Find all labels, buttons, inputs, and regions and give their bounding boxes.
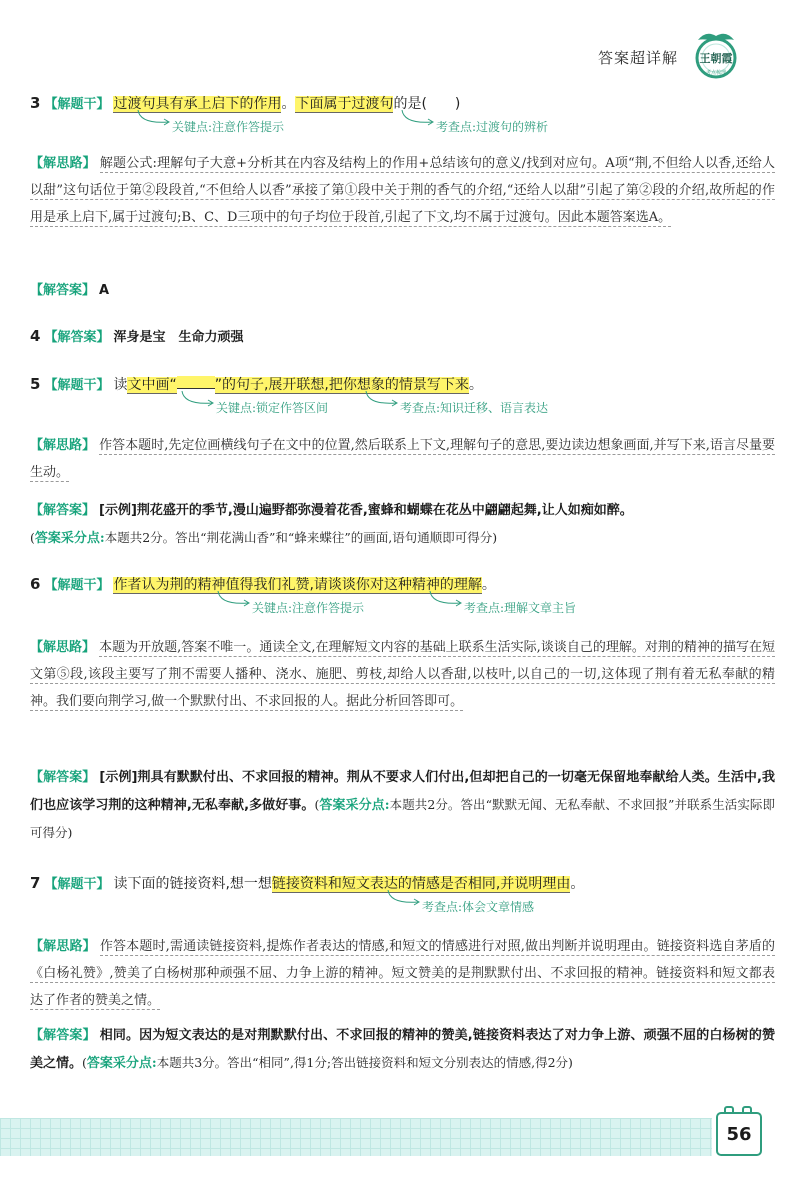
pointer-arrow-icon: [400, 110, 436, 132]
stem-highlight: 链接资料和短文表达的情感是否相同,并说明理由: [271, 876, 571, 892]
stem-text: 读下面的链接资料,想一想: [113, 876, 272, 892]
pointer-arrow-icon: [386, 890, 422, 912]
stem-tag: 【解题干】: [44, 97, 110, 112]
stem-highlight: 文中画“: [127, 377, 177, 393]
q3-answer: [30, 277, 775, 304]
question-number: 6: [30, 575, 41, 593]
analysis-tag: 【解思路】: [30, 939, 96, 954]
q6-answer: [30, 764, 775, 847]
exam-point-note: 考查点:知识迁移、语言表达: [400, 401, 549, 415]
pointer-arrow-icon: [364, 391, 400, 413]
scoring-text: 本题共2分。答出“默默无闻、无私奉献、不求回报”并联系生活实际即可得分): [30, 797, 775, 840]
answer-tag: 【解答案】: [30, 283, 96, 298]
logo-subtext: 考点梳理: [705, 70, 727, 76]
stem-highlight: ”的句子: [214, 377, 264, 393]
analysis-tag: 【解思路】: [30, 156, 96, 171]
exam-point-note: 考查点:体会文章情感: [422, 900, 535, 914]
q7-analysis: [30, 933, 775, 1014]
stem-tag: 【解题干】: [44, 378, 110, 393]
exam-point-note: 考查点:理解文章主旨: [464, 601, 577, 615]
underline-blank: [177, 376, 215, 389]
scoring-paren: (: [314, 797, 320, 812]
pointer-arrow-icon: [216, 591, 252, 613]
answer-tag: 【解答案】: [30, 1028, 96, 1043]
stem-highlight: ,请谈谈你对这种精神的理解: [309, 577, 482, 593]
stem-text: 。: [481, 577, 496, 593]
scoring-paren: (: [82, 1055, 87, 1070]
question-number: 3: [30, 94, 41, 112]
q5-answer: [30, 497, 775, 552]
answer-text: [示例]荆具有默默付出、不求回报的精神。荆从不要求人们付出,但却把自己的一切毫无保留地奉献给人类。生活中,我们也应该学习荆的这种精神,无私奉献,多做好事。: [30, 770, 775, 813]
scoring-text: 本题共2分。答出“荆花满山香”和“蜂来蝶往”的画面,语句通顺即可得分): [104, 530, 498, 545]
answer-tag: 【解答案】: [30, 503, 96, 518]
q6-analysis: [30, 634, 775, 715]
scoring-tag: 答案采分点:: [86, 1056, 157, 1071]
stem-highlight: 下面属于过渡句: [295, 96, 394, 112]
pointer-arrow-icon: [136, 110, 172, 132]
question-5: [30, 371, 775, 421]
analysis-text: 作答本题时,先定位画横线句子在文中的位置,然后联系上下文,理解句子的意思,要边读边想象画面,并写下来,语言尽量要生动。: [30, 438, 775, 480]
scoring-text: 本题共3分。答出“相同”,得1分;答出链接资料和短文分别表达的情感,得2分): [156, 1055, 573, 1070]
key-point-note: 关键点:锁定作答区间: [216, 401, 329, 415]
answer-text: 相同。因为短文表达的是对荆默默付出、不求回报的精神的赞美,链接资料表达了对力争上游、顽强不屈的白杨树的赞美之情。: [30, 1028, 775, 1071]
question-4: [30, 323, 775, 351]
answer-tag: 【解答案】: [44, 330, 110, 345]
exam-point-note: 考查点:过渡句的辨析: [436, 120, 549, 134]
key-point-note: 关键点:注意作答提示: [172, 120, 285, 134]
question-number: 7: [30, 874, 41, 892]
stem-text: 。: [468, 377, 483, 393]
question-number: 4: [30, 327, 41, 345]
logo-text: 王朝霞: [699, 52, 733, 65]
analysis-tag: 【解思路】: [30, 640, 96, 655]
scoring-tag: 答案采分点:: [319, 798, 390, 813]
key-point-note: 关键点:注意作答提示: [252, 601, 365, 615]
stem-highlight: 过渡句具有承上启下的作用: [113, 96, 282, 112]
stem-text: 的是( ): [393, 96, 461, 112]
analysis-text: 本题为开放题,答案不唯一。通读全文,在理解短文内容的基础上联系生活实际,谈谈自己的理解。对荆的精神的描写在短文第⑤段,该段主要写了荆不需要人播种、浇水、施肥、剪枝,却给人以香甜,以枝叶,以自己的一切,这体现了荆有着无私奉献的精神。我们要向荆学习,做一个默默付出、不求回报的人。据此分析回答即可。: [30, 640, 775, 709]
q7-answer: [30, 1022, 775, 1077]
scoring-paren: (: [30, 530, 35, 545]
question-7: [30, 870, 775, 920]
header-title: 答案超详解: [598, 49, 679, 67]
answer-text: 浑身是宝 生命力顽强: [113, 330, 244, 345]
stem-text: 。: [570, 876, 585, 892]
analysis-tag: 【解思路】: [30, 438, 96, 453]
question-3: [30, 90, 775, 140]
footer-grid-band: [0, 1118, 712, 1156]
analysis-text: 解题公式:理解句子大意+分析其在内容及结构上的作用+总结该句的意义/找到对应句。A项“荆,不但给人以香,还给人以甜”这句话位于第②段段首,“不但给人以香”承接了第①段中关于荆的香气的介绍,“还给人以甜”引起了第②段的介绍,故所起的作用是承上启下,属于过渡句;B、C、D三项中的句子均位于段首,引起了下文,均不属于过渡句。因此本题答案选A。: [30, 156, 775, 225]
pointer-arrow-icon: [428, 591, 464, 613]
question-6: [30, 571, 775, 621]
stem-text: 。: [281, 96, 296, 112]
analysis-text: 作答本题时,需通读链接资料,提炼作者表达的情感,和短文的情感进行对照,做出判断并说明理由。链接资料选自茅盾的《白杨礼赞》,赞美了白杨树那种顽强不屈、力争上游的精神。短文赞美的是荆默默付出、不求回报的精神。链接资料和短文都表达了作者的赞美之情。: [30, 939, 775, 1008]
stem-highlight: ,展开联想,把你想象的情景写下来: [263, 377, 469, 393]
page-number: 56: [716, 1112, 762, 1156]
q5-analysis: [30, 432, 775, 486]
scoring-tag: 答案采分点:: [34, 531, 105, 546]
answer-text: [示例]荆花盛开的季节,漫山遍野都弥漫着花香,蜜蜂和蝴蝶在花丛中翩翩起舞,让人如痴如醉。: [99, 503, 633, 518]
answer-text: A: [99, 283, 110, 298]
stem-tag: 【解题干】: [44, 578, 110, 593]
stem-text: 读: [113, 377, 128, 393]
pointer-arrow-icon: [180, 391, 216, 413]
stem-highlight: 作者认为荆的精神值得我们礼赞: [113, 577, 310, 593]
brand-logo-icon: [688, 28, 744, 84]
question-number: 5: [30, 375, 41, 393]
q3-analysis: [30, 150, 775, 231]
stem-tag: 【解题干】: [44, 877, 110, 892]
answer-tag: 【解答案】: [30, 770, 96, 785]
